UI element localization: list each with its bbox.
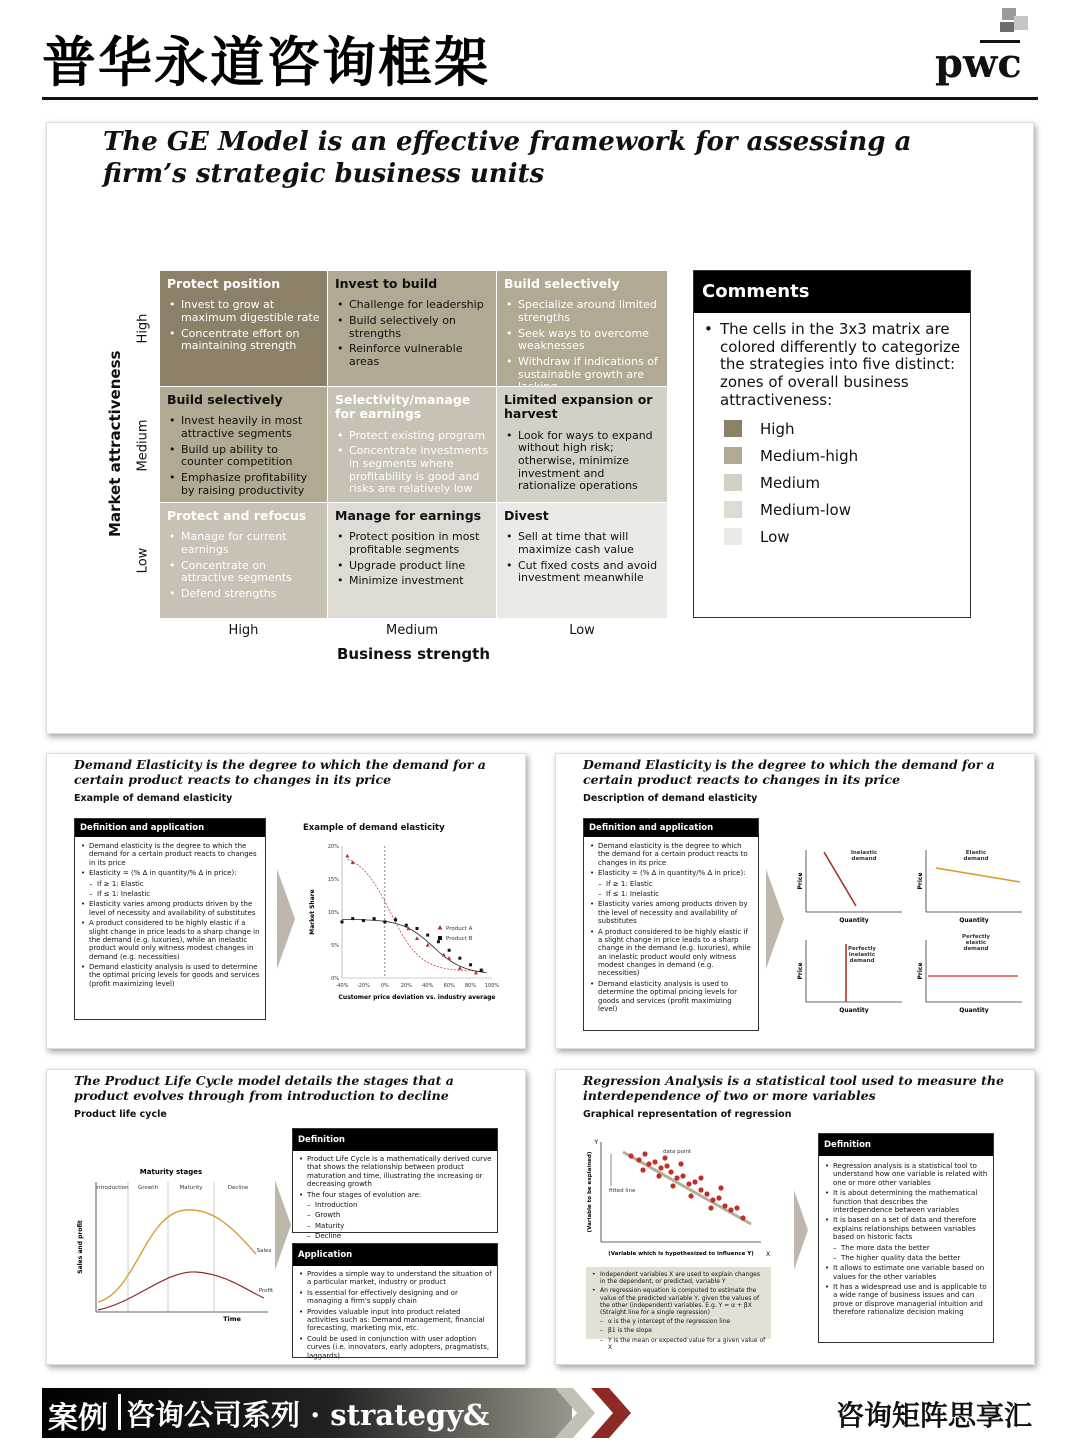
reg-definition-list xyxy=(819,1156,993,1317)
list-item: – Y is the mean or expected value for a given value of X xyxy=(592,1337,767,1351)
data-point xyxy=(734,1205,739,1210)
product-b-point xyxy=(426,934,429,937)
data-point xyxy=(674,1175,679,1180)
data-point xyxy=(646,1161,651,1166)
list-item: • Regression analysis is a statistical tool to understand how one variable is related with one or more other variables xyxy=(825,1162,988,1187)
product-life-cycle-slide xyxy=(46,1069,526,1365)
cell-title: Manage for earnings xyxy=(335,508,482,523)
reg-y-label: (Variable to be explained) xyxy=(587,1151,593,1233)
cell-item: • Sell at time that will maximize cash value xyxy=(504,531,660,556)
de1-box-head: Definition and application xyxy=(75,819,265,837)
reg-x-letter: X xyxy=(765,1251,771,1258)
x-tick-label: -20% xyxy=(356,983,370,989)
list-item: • Elasticity varies among products driven by the level of necessity and availability of substitutes xyxy=(590,900,753,925)
ge-col-label-high: High xyxy=(228,623,259,638)
ge-cell-protect-refocus xyxy=(160,503,327,618)
list-item: • Elasticity = (% ∆ in quantity/% ∆ in price): xyxy=(590,869,753,877)
legend-a-marker xyxy=(438,925,443,930)
list-item: • It is about determining the mathematical function that describes the interdependence between variables xyxy=(825,1189,988,1214)
sales-curve xyxy=(98,1210,256,1302)
cell-title: Protect position xyxy=(167,276,281,291)
data-point xyxy=(640,1167,645,1172)
legend-swatch xyxy=(724,447,742,464)
graph-x-label: Quantity xyxy=(959,917,989,924)
list-item: • An regression equation is computed to estimate the value of the predicted variable Y, given the values of the other (independent) variables. E.g. Y = α + βX (Straight line for a single regression) xyxy=(592,1287,767,1316)
legend-item xyxy=(724,415,970,442)
data-point xyxy=(686,1181,691,1186)
data-point xyxy=(728,1207,733,1212)
x-tick-label: 60% xyxy=(443,983,455,989)
cell-item: • Invest to grow at maximum digestible rate xyxy=(167,299,320,324)
comments-head: Comments xyxy=(694,271,970,313)
list-item: – If ≥ 1: Elastic xyxy=(590,880,753,888)
cell-title: Limited expansion or harvest xyxy=(504,392,653,422)
ge-title: The GE Model is an effective framework for assessing a firm’s strategic business units xyxy=(103,127,912,189)
legend-swatch xyxy=(724,501,742,518)
de2-definition-box xyxy=(583,818,759,1031)
de1-title: Demand Elasticity is the degree to which the demand for a certain product reacts to changes in its price xyxy=(74,757,486,787)
x-tick-label: -40% xyxy=(335,983,349,989)
ge-row-label-medium: Medium xyxy=(135,419,151,472)
graph-y-label: Price xyxy=(917,962,924,980)
list-item: • Elasticity = (% ∆ in quantity/% ∆ in price): xyxy=(81,869,260,877)
profit-curve xyxy=(98,1272,264,1310)
graph-label: Elastic demand xyxy=(963,850,989,862)
cell-item: • Specialize around limited strengths xyxy=(504,299,660,324)
ge-cell-selectivity xyxy=(328,387,496,502)
graph-y-label: Price xyxy=(797,962,804,980)
legend-label: Medium xyxy=(760,473,820,492)
graph-x-label: Quantity xyxy=(839,1007,869,1014)
cell-item: • Invest heavily in most attractive segments xyxy=(167,415,320,440)
de2-box-head: Definition and application xyxy=(584,819,758,837)
graph-label: Perfectly inelastic demand xyxy=(848,946,876,964)
ge-cell-manage-earnings xyxy=(328,503,496,618)
product-a-point xyxy=(447,956,451,960)
list-item: – If ≥ 1: Elastic xyxy=(81,880,260,888)
x-axis-label: Customer price deviation vs. industry average xyxy=(338,994,496,1001)
plc-arrow-icon xyxy=(275,1180,291,1270)
cell-item: • Look for ways to expand without high risk; otherwise, minimize investment and rationalize operations xyxy=(504,430,660,493)
data-point xyxy=(704,1191,709,1196)
product-b-point xyxy=(362,919,365,922)
data-point xyxy=(722,1203,727,1208)
header-divider xyxy=(42,97,1038,100)
plc-definition-box xyxy=(292,1128,498,1241)
x-tick-label: 20% xyxy=(400,983,412,989)
reg-note-list xyxy=(586,1267,771,1351)
product-b-point xyxy=(469,963,472,966)
cell-item: • Concentrate effort on maintaining strength xyxy=(167,328,320,353)
comments-legend xyxy=(694,409,970,550)
profit-label: Profit xyxy=(258,1288,274,1294)
data-point xyxy=(740,1215,745,1220)
y-tick-label: 10% xyxy=(327,910,339,916)
cell-item: • Manage for current earnings xyxy=(167,531,320,556)
stage-label: Decline xyxy=(227,1185,249,1191)
cell-item: • Upgrade product line xyxy=(335,560,489,573)
ge-row-label-high: High xyxy=(135,313,151,344)
de2-elasticity-graphs xyxy=(784,840,1024,1020)
reg-chart xyxy=(583,1134,778,1259)
product-b-point xyxy=(448,949,451,952)
de2-title: Demand Elasticity is the degree to which the demand for a certain product reacts to changes in its price xyxy=(583,757,995,787)
legend-item xyxy=(724,523,970,550)
x-tick-label: 100% xyxy=(484,983,500,989)
plc-title: The Product Life Cycle model details the stages that a product evolves through from introduction to decline xyxy=(74,1073,454,1103)
list-item: • Provides a simple way to understand the situation of a particular market, industry or product xyxy=(299,1270,492,1287)
product-b-point xyxy=(351,917,354,920)
y-axis-label: Market Share xyxy=(309,889,316,935)
plc-definition-list xyxy=(293,1151,497,1241)
footer-label-case: 案例 xyxy=(48,1401,108,1436)
list-item: – The more data the better xyxy=(825,1244,988,1252)
data-point xyxy=(628,1153,633,1158)
data-point xyxy=(642,1151,647,1156)
reg-arrow-icon xyxy=(794,1190,808,1270)
product-a-point xyxy=(415,936,419,940)
product-b-point xyxy=(373,917,376,920)
ge-model-slide xyxy=(46,122,1034,734)
list-item: • A product considered to be highly elastic if a slight change in price leads to a sharp change in the demand (e.g. luxuries), while an inelastic product would only witness modest changes in demand (e.g. necessities) xyxy=(590,928,753,978)
list-item: – Decline xyxy=(299,1232,492,1240)
product-b-point xyxy=(383,920,386,923)
plc-application-list xyxy=(293,1266,497,1360)
ge-col-label-medium: Medium xyxy=(386,623,438,638)
data-point xyxy=(664,1163,669,1168)
cell-item: • Cut fixed costs and avoid investment meanwhile xyxy=(504,560,660,585)
stage-label: Introduction xyxy=(95,1185,129,1191)
legend-b-marker xyxy=(438,936,442,940)
list-item: • Demand elasticity analysis is used to determine the optimal pricing levels for goods and services (profit maximizing level) xyxy=(81,963,260,988)
product-b-point xyxy=(458,957,461,960)
data-point xyxy=(678,1161,683,1166)
product-b-point xyxy=(416,927,419,930)
cell-item: • Seek ways to overcome weaknesses xyxy=(504,328,660,353)
reg-title: Regression Analysis is a statistical tool used to measure the interdependence of two or more variables xyxy=(583,1073,1004,1103)
x-tick-label: 80% xyxy=(465,983,477,989)
product-a-fit xyxy=(347,859,485,971)
ge-col-label-low: Low xyxy=(569,623,595,638)
fitted-line-label: fitted line xyxy=(609,1188,636,1194)
de1-arrow-icon xyxy=(277,869,295,969)
list-item: – If ≤ 1: Inelastic xyxy=(590,890,753,898)
footer-brand: 咨询矩阵思享汇 xyxy=(836,1399,1033,1432)
list-item: – β1 is the slope xyxy=(592,1327,767,1334)
ge-cell-protect-position xyxy=(160,271,327,386)
reg-definition-box xyxy=(818,1133,994,1343)
cell-item: • Emphasize profitability by raising productivity xyxy=(167,472,320,497)
plc-chart xyxy=(74,1158,274,1333)
data-point xyxy=(680,1173,685,1178)
demand-elasticity-example-slide xyxy=(46,753,526,1049)
ge-cell-divest xyxy=(497,503,667,618)
ge-cell-invest-to-build xyxy=(328,271,496,386)
cell-item: • Protect position in most profitable segments xyxy=(335,531,489,556)
product-b-point xyxy=(437,940,440,943)
product-a-point xyxy=(345,854,349,858)
cell-title: Build selectively xyxy=(167,392,283,407)
pwc-logo: pwc xyxy=(935,40,1022,87)
product-b-point xyxy=(405,924,408,927)
ge-cell-build-selectively-medium xyxy=(160,387,327,502)
data-point xyxy=(652,1159,657,1164)
stage-label: Maturity xyxy=(179,1185,203,1191)
list-item: • A product considered to be highly elastic if a slight change in price leads to a sharp change in the demand (e.g. luxuries), while an inelastic product would only witness modest changes in demand (e.g. necessities) xyxy=(81,919,260,961)
cell-item: • Defend strengths xyxy=(167,588,320,601)
legend-swatch xyxy=(724,474,742,491)
ge-x-axis-label: Business strength xyxy=(336,645,491,663)
cell-item: • Reinforce vulnerable areas xyxy=(335,343,489,368)
data-point xyxy=(698,1187,703,1192)
legend-swatch xyxy=(724,420,742,437)
de2-arrow-icon xyxy=(766,869,784,969)
graph-y-label: Price xyxy=(917,872,924,890)
plc-x-label: Time xyxy=(223,1315,241,1323)
plc-chart-title: Maturity stages xyxy=(139,1168,203,1176)
list-item: • Could be used in conjunction with user adoption curves (i.e. innovators, early adopters, pragmatists, laggards) xyxy=(299,1335,492,1360)
y-tick-label: 15% xyxy=(327,877,339,883)
reg-y-letter: Y xyxy=(594,1139,598,1146)
ge-cell-build-selectively-high xyxy=(497,271,667,386)
data-point xyxy=(698,1175,703,1180)
de2-definition-list xyxy=(584,837,758,1013)
legend-swatch xyxy=(724,528,742,545)
list-item: • Demand elasticity is the degree to which the demand for a certain product reacts to changes in its price xyxy=(81,842,260,867)
data-point xyxy=(670,1183,675,1188)
plc-subtitle: Product life cycle xyxy=(74,1109,167,1120)
de1-definition-list xyxy=(75,837,265,988)
list-item: – Maturity xyxy=(299,1222,492,1230)
legend-item xyxy=(724,469,970,496)
cell-item: • Build selectively on strengths xyxy=(335,315,489,340)
ge-cell-limited-expansion xyxy=(497,387,667,502)
graph-label: Perfectly elastic demand xyxy=(962,934,990,952)
data-point xyxy=(656,1173,661,1178)
graph-x-label: Quantity xyxy=(959,1007,989,1014)
de1-subtitle: Example of demand elasticity xyxy=(74,793,233,804)
list-item: • Product Life Cycle is a mathematically derived curve that shows the relationship between product maturation and time, illustrating the increasing or decreasing growth xyxy=(299,1155,492,1189)
legend-label: Low xyxy=(760,527,790,546)
list-item: • Provides valuable input into product related activities such as: Demand management, financial forecasting, marketing mix, etc. xyxy=(299,1308,492,1333)
x-tick-label: 0% xyxy=(380,983,389,989)
list-item: – If ≤ 1: Inelastic xyxy=(81,890,260,898)
regression-slide xyxy=(555,1069,1035,1365)
list-item: – Introduction xyxy=(299,1201,492,1209)
de1-definition-box xyxy=(74,818,266,1020)
list-item: • It allows to estimate one variable based on values for the other variables xyxy=(825,1264,988,1281)
list-item: • It has a widespread use and is applicable to a wide range of business issues and can prove or disprove managerial intuition and therefore rationalize decision making xyxy=(825,1283,988,1317)
demand-curve xyxy=(936,868,1020,882)
legend-label: High xyxy=(760,419,795,438)
logo-mark xyxy=(998,8,1034,44)
legend-a-label: Product A xyxy=(446,926,473,932)
graph-y-label: Price xyxy=(797,872,804,890)
stage-label: Growth xyxy=(138,1185,158,1191)
legend-item xyxy=(724,496,970,523)
de1-elasticity-chart xyxy=(302,838,502,1018)
product-b-point xyxy=(341,920,344,923)
y-tick-label: 20% xyxy=(327,844,339,850)
data-point xyxy=(710,1197,715,1202)
data-point xyxy=(668,1169,673,1174)
list-item: • Elasticity varies among products driven by the level of necessity and availability of substitutes xyxy=(81,900,260,917)
reg-def-head: Definition xyxy=(819,1134,993,1156)
y-tick-label: 0% xyxy=(331,976,339,982)
cell-item: • Concentrate on attractive segments xyxy=(167,560,320,585)
ge-comments-box xyxy=(693,270,971,618)
x-tick-label: 40% xyxy=(422,983,434,989)
plc-application-box xyxy=(292,1243,498,1358)
data-point-label: data point xyxy=(663,1149,692,1155)
data-point xyxy=(688,1193,693,1198)
list-item: – α is the y intercept of the regression line xyxy=(592,1318,767,1325)
cell-item: • Withdraw if indications of sustainable growth are xyxy=(504,356,660,394)
list-item: • Independent variables X are used to explain changes in the dependent, or predicted, variable Y xyxy=(592,1271,767,1285)
list-item: • It is based on a set of data and therefore explains relationships between variables based on historic facts xyxy=(825,1216,988,1241)
legend-item xyxy=(724,442,970,469)
cell-title: Protect and refocus xyxy=(167,508,307,523)
y-tick-label: 5% xyxy=(331,943,339,949)
comments-text: • The cells in the 3x3 matrix are colored differently to categorize the strategies into five distinct: zones of overall business attractiveness: xyxy=(704,320,961,409)
cell-title: Divest xyxy=(504,508,549,523)
cell-title: Invest to build xyxy=(335,276,438,291)
data-point xyxy=(658,1165,663,1170)
de2-subtitle: Description of demand elasticity xyxy=(583,793,758,804)
page-title: 普华永道咨询框架 xyxy=(42,31,490,94)
data-point xyxy=(716,1195,721,1200)
de1-chart-title: Example of demand elasticity xyxy=(303,823,445,833)
cell-title: Selectivity/manage for earnings xyxy=(335,392,471,422)
legend-b-label: Product B xyxy=(446,936,473,942)
data-point xyxy=(708,1205,713,1210)
footer-divider xyxy=(118,1394,121,1430)
product-b-point xyxy=(480,969,483,972)
data-point xyxy=(662,1155,667,1160)
legend-label: Medium-high xyxy=(760,446,859,465)
reg-note-box xyxy=(586,1267,771,1351)
cell-title: Build selectively xyxy=(504,276,620,291)
data-point xyxy=(636,1157,641,1162)
list-item: • Demand elasticity analysis is used to determine the optimal pricing levels for goods and services (profit maximizing level) xyxy=(590,980,753,1014)
list-item: • Is essential for effectively designing and or managing a firm's supply chain xyxy=(299,1289,492,1306)
data-point xyxy=(692,1179,697,1184)
reg-subtitle: Graphical representation of regression xyxy=(583,1109,792,1120)
cell-item: • Minimize investment xyxy=(335,575,489,588)
product-b-point xyxy=(394,918,397,921)
list-item: • Demand elasticity is the degree to which the demand for a certain product reacts to changes in its price xyxy=(590,842,753,867)
ge-row-label-low: Low xyxy=(135,547,151,574)
list-item: • The four stages of evolution are: xyxy=(299,1191,492,1199)
plc-y-label: Sales and profit xyxy=(77,1220,84,1274)
fitted-line xyxy=(623,1152,751,1224)
footer-label-series: 咨询公司系列 · strategy& xyxy=(126,1398,490,1432)
legend-label: Medium-low xyxy=(760,500,852,519)
graph-label: Inelastic demand xyxy=(850,850,878,862)
cell-item: • Challenge for leadership xyxy=(335,299,489,312)
data-point xyxy=(718,1185,723,1190)
cell-item: • Concentrate investments in segments where profitability is good and risks are relatively low xyxy=(335,445,489,496)
product-a-point xyxy=(406,926,410,930)
plc-def-head: Definition xyxy=(293,1129,497,1151)
list-item: – Growth xyxy=(299,1211,492,1219)
graph-x-label: Quantity xyxy=(839,917,869,924)
footer-chevrons xyxy=(555,1388,645,1442)
list-item: – The higher quality data the better xyxy=(825,1254,988,1262)
reg-x-label: (Variable which is hypothesized to influence Y) xyxy=(608,1251,754,1257)
cell-item: • Build up ability to counter competition xyxy=(167,444,320,469)
ge-y-axis-label: Market attractiveness xyxy=(106,350,124,537)
plc-app-head: Application xyxy=(293,1244,497,1266)
demand-elasticity-description-slide xyxy=(555,753,1035,1049)
sales-label: Sales xyxy=(256,1248,272,1254)
cell-item: • Protect existing program xyxy=(335,430,489,443)
